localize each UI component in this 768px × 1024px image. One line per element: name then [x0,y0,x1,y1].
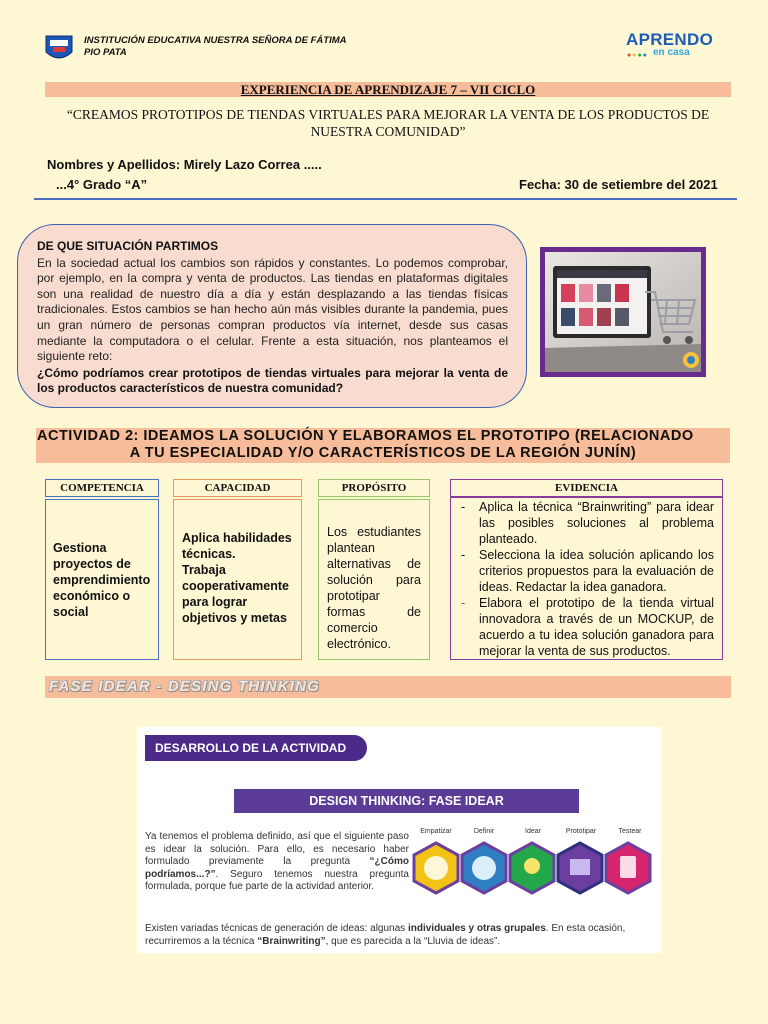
situation-question: ¿Cómo podríamos crear prototipos de tiendas virtuales para mejorar la venta de los productos característicos de nuestra comunidad? [37,365,508,396]
activity-line1: ACTIVIDAD 2: IDEAMOS LA SOLUCIÓN Y ELABORAMOS EL PROTOTIPO (RELACIONADO [37,428,694,444]
evidencia-header: EVIDENCIA [450,479,723,497]
capacidad-item-2: Trabaja cooperativamente para lograr objetivos y metas [182,563,289,625]
competencia-body: Gestiona proyectos de emprendimiento económico o social [45,499,159,660]
experiencia-title: EXPERIENCIA DE APRENDIZAJE 7 – VII CICLO [45,82,731,97]
situation-text: En la sociedad actual los cambios son rápidos y constantes. Lo podemos comprobar, por ejemplo, en la compra y venta de productos. Las tiendas en plataformas digitales son una realidad de nuestro día a día y están desplazando a las tiendas físicas tradicionales. Estos cambios se han hecho aún más visibles durante la pandemia, pues un gran número de personas compran productos vía internet, desde sus casas mediante la computadora o el celular. Frente a esta situación, nos planteamos el siguiente reto: [37,255,508,364]
definir-icon-inner [472,856,496,880]
school-name-line1: INSTITUCIÓN EDUCATIVA NUESTRA SEÑORA DE FÁTIMA [84,35,347,46]
evidencia-item-text: Elabora el prototipo de la tienda virtual innovadora a través de un MOCKUP, de acuerdo a tu idea solución ganadora para mejorar la venta de sus productos. [479,596,714,658]
fase-bar [45,676,731,698]
brand-sub: en casa [653,47,690,58]
para-quote: “¿Cómo podríamos...?” [145,856,409,880]
foot-c: . En esta ocasión, recurriremos a la técnica [145,923,626,947]
foot-a: Existen variadas técnicas de generación de ideas: algunas [145,923,408,934]
situation-box [17,224,527,408]
date: Fecha: 30 de setiembre del 2021 [519,177,718,192]
idear-icon-inner [524,858,540,874]
capacidad-item-1: Aplica habilidades técnicas. [182,531,292,561]
prototipar-icon-inner [570,859,590,875]
student-grade: ...4° Grado “A” [56,177,148,192]
evidencia-body [450,497,723,660]
design-thinking-paragraph [145,831,409,894]
stage-label-idear: Idear [525,828,541,835]
student-names: Nombres y Apellidos: Mirely Lazo Correa ..... [47,157,322,172]
design-thinking-image [137,727,661,953]
empatizar-icon-inner [424,856,448,880]
para-end: . Seguro tenemos nuestra pregunta formulada, porque fue parte de la actividad anterior. [145,868,409,892]
divider [34,198,737,200]
brand-main: APRENDO [626,30,714,49]
school-name [84,35,346,59]
situation-heading: DE QUE SITUACIÓN PARTIMOS [37,239,219,253]
brand-dots-icon: ●●●● [627,52,648,59]
activity-line2: A TU ESPECIALIDAD Y/O CARACTERÍSTICOS DE LA REGIÓN JUNÍN) [129,445,637,461]
evidencia-item: - Selecciona la idea solución aplicando los criterios propuestos para la evaluación de ideas. Redactar la idea ganadora. [461,548,714,594]
activity-title-bar [36,428,730,463]
foot-d: “Brainwriting” [257,935,326,947]
evidencia-item: - Aplica la técnica “Brainwriting” para idear las posibles soluciones al problema planteado. [461,500,714,546]
fase-label: FASE IDEAR - DESING THINKING [49,678,321,695]
foot-e: , que es parecida a la “Lluvia de ideas”. [325,935,501,947]
evidencia-item-text: Aplica la técnica “Brainwriting” para idear las posibles soluciones al problema planteado. [479,500,714,546]
capacidad-header: CAPACIDAD [173,479,302,497]
evidencia-item: - Elabora el prototipo de la tienda virtual innovadora a través de un MOCKUP, de acuerdo a tu idea solución ganadora para mejorar la venta de sus productos. [461,596,714,658]
competencia-header: COMPETENCIA [45,479,159,497]
para-start: Ya tenemos el problema definido, así que el siguiente paso es idear la solución. Para ello, es necesario haber formulado previamente la pregunta [145,831,409,867]
activity-development-label: DESARROLLO DE LA ACTIVIDAD [145,735,367,761]
online-shop-image [540,247,706,377]
design-thinking-stages [407,837,661,909]
proposito-header: PROPÓSITO [318,479,430,497]
capacidad-body [173,499,302,660]
evidencia-item-text: Selecciona la idea solución aplicando los criterios propuestos para la evaluación de ideas. Redactar la idea ganadora. [479,548,714,594]
design-thinking-title: DESIGN THINKING: FASE IDEAR [234,789,579,813]
aprendo-en-casa-logo [626,30,714,59]
school-logo [44,34,74,62]
foot-b: individuales y otras grupales [407,923,546,934]
testear-icon-inner [620,856,636,878]
experiencia-subtitle: “CREAMOS PROTOTIPOS DE TIENDAS VIRTUALES PARA MEJORAR LA VENTA DE LOS PRODUCTOS DE NUESTRA COMUNIDAD” [66,107,710,139]
design-thinking-footer [145,923,657,948]
stage-label-prototipar: Prototipar [565,828,597,835]
proposito-body: Los estudiantes plantean alternativas de solución para prototipar formas de comercio electrónico. [318,499,430,660]
stage-label-definir: Definir [473,828,495,835]
stage-label-testear: Testear [618,828,642,835]
school-name-line2: PIO PATA [84,47,127,58]
stage-label-empatizar: Empatizar [420,828,452,835]
